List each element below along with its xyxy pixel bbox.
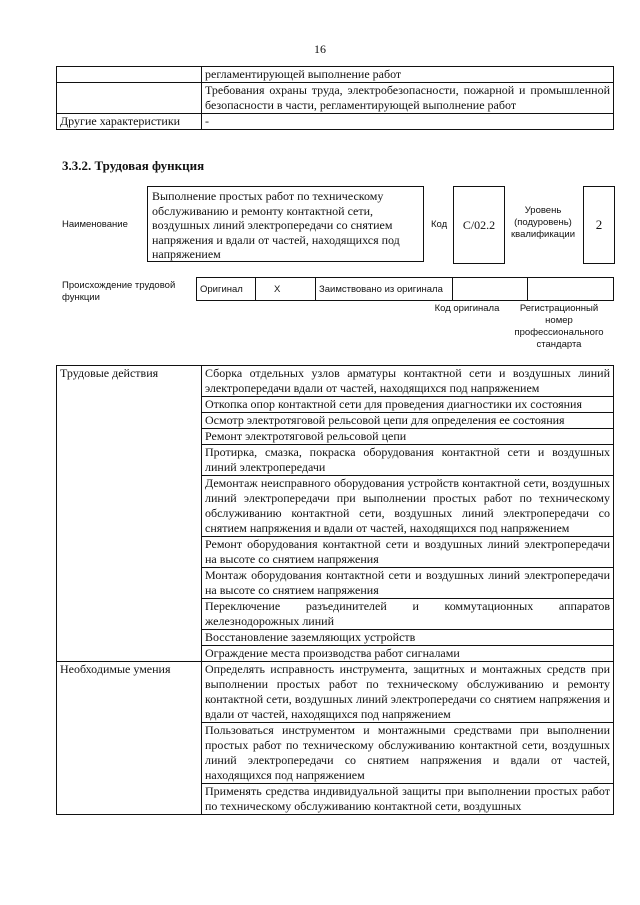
labor-action-item: Демонтаж неисправного оборудования устройств контактной сети, воздушных линий электропередачи при выполнении простых работ по техническому обслуживанию контактной сети, воздушных линий электропередачи со снятием напряжения и вдали от частей, находящихся под напряжением	[202, 476, 614, 537]
safety-requirements: Требования охраны труда, электробезопасности, пожарной и промышленной безопасности в части, регламентирующей выполнение работ	[202, 83, 614, 114]
function-code: C/02.2	[453, 186, 505, 264]
reg-number-label: Регистрационный номер профессионального стандарта	[514, 303, 604, 350]
original-label: Оригинал	[197, 278, 256, 301]
characteristics-table	[56, 66, 614, 130]
origin-table	[196, 277, 614, 301]
origin-label: Происхождение трудовой функции	[62, 280, 176, 303]
code-original-label: Код оригинала	[434, 303, 500, 314]
labor-action-item: Сборка отдельных узлов арматуры контактной сети и воздушных линий электропередачи вдали от частей, находящихся под напряжением	[202, 366, 614, 397]
labor-action-item: Ремонт электротяговой рельсовой цепи	[202, 429, 614, 445]
function-name: Выполнение простых работ по техническому обслуживанию и ремонту контактной сети, воздушных линий электропередачи со снятием напряжения и вдали от частей, находящихся под напряжением	[147, 186, 424, 262]
section-title: 3.3.2. Трудовая функция	[62, 158, 205, 173]
empty-cell	[57, 83, 202, 114]
other-characteristics-label: Другие характеристики	[57, 114, 202, 130]
skill-item: Применять средства индивидуальной защиты при выполнении простых работ по техническому обслуживанию контактной сети, воздушных	[202, 784, 614, 815]
labor-action-item: Переключение разъединителей и коммутационных аппаратов железнодорожных линий	[202, 599, 614, 630]
labor-action-item: Ремонт оборудования контактной сети и воздушных линий электропередачи на высоте со снятием напряжения	[202, 537, 614, 568]
labor-action-item: Монтаж оборудования контактной сети и воздушных линий электропередачи на высоте со снятием напряжения	[202, 568, 614, 599]
code-original-cell	[453, 278, 528, 301]
labor-actions-label: Трудовые действия	[57, 366, 202, 662]
labor-action-item: Откопка опор контактной сети для проведения диагностики их состояния	[202, 397, 614, 413]
code-label: Код	[431, 219, 448, 230]
skill-item: Определять исправность инструмента, защитных и монтажных средств при выполнении простых работ по техническому обслуживанию и ремонту контактной сети, воздушных линий электропередачи со снятием напряжения и вдали от частей, находящихся под напряжением	[202, 662, 614, 723]
skills-label: Необходимые умения	[57, 662, 202, 815]
level-label: Уровень (подуровень) квалификации	[510, 205, 576, 240]
qualification-level: 2	[583, 186, 615, 264]
labor-action-item: Восстановление заземляющих устройств	[202, 630, 614, 646]
skill-item: Пользоваться инструментом и монтажными средствами при выполнении простых работ по техническому обслуживанию контактной сети, воздушных линий электропередачи со снятием напряжения и вдали от частей, находящихся под напряжением	[202, 723, 614, 784]
reg-number-cell	[528, 278, 614, 301]
page-number: 16	[314, 42, 326, 56]
borrowed-label: Заимствовано из оригинала	[316, 278, 453, 301]
labor-action-item: Ограждение места производства работ сигналами	[202, 646, 614, 662]
labor-action-item: Осмотр электротяговой рельсовой цепи для определения ее состояния	[202, 413, 614, 429]
other-characteristics-value: -	[202, 114, 614, 130]
empty-cell	[57, 67, 202, 83]
labor-action-item: Протирка, смазка, покраска оборудования контактной сети и воздушных линий электропередачи	[202, 445, 614, 476]
name-label: Наименование	[62, 219, 128, 230]
labor-function-table	[56, 365, 614, 815]
original-mark: X	[256, 278, 316, 301]
requirement-continued: регламентирующей выполнение работ	[202, 67, 614, 83]
